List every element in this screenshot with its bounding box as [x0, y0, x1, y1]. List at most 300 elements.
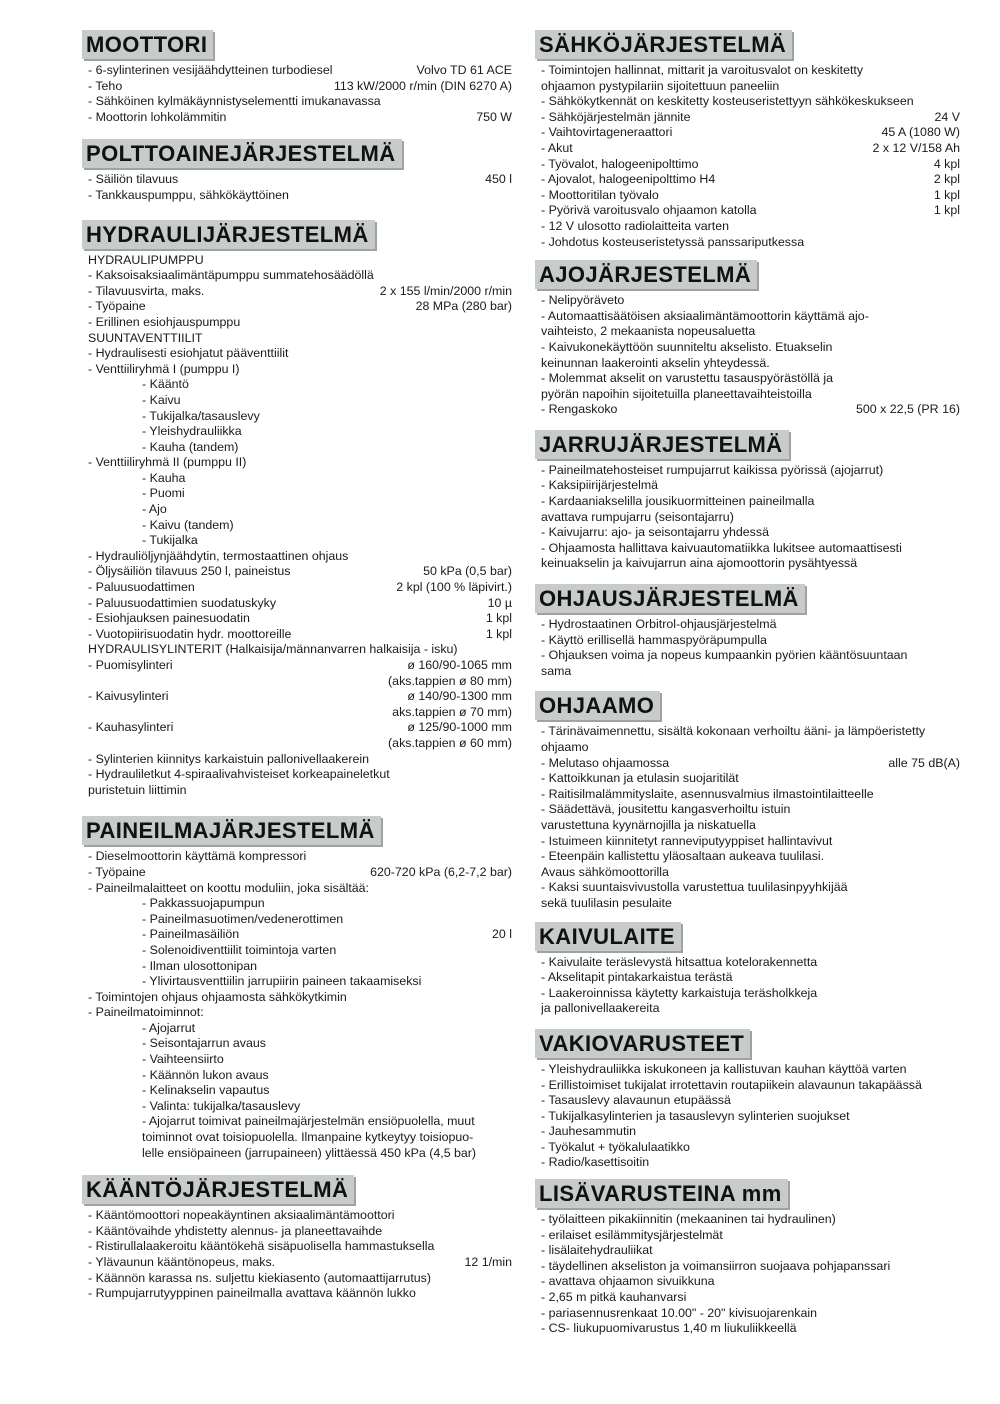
- spec-value: [954, 1212, 960, 1228]
- spec-text: - Työkalut + työkalulaatikko: [541, 1139, 690, 1154]
- section-ohjausjarjestelma: [535, 584, 960, 679]
- spec-row: [82, 393, 512, 409]
- spec-text: - Automaattisäätöisen aksiaalimäntämoottorin käyttämä ajo-: [541, 308, 869, 323]
- spec-text: varustettuna kyynärnojilla ja niskatuella: [541, 817, 756, 832]
- spec-text: puristetuin liittimin: [88, 782, 187, 797]
- spec-row: [535, 203, 960, 219]
- spec-text: - CS- liukupuomivarustus 1,40 m liukuliikkeellä: [541, 1321, 797, 1336]
- spec-value: [506, 549, 512, 565]
- spec-row: [82, 1146, 512, 1162]
- spec-list: [535, 955, 960, 1017]
- spec-value: [954, 1228, 960, 1244]
- spec-row: [535, 371, 960, 387]
- spec-value: [954, 740, 960, 756]
- section-title: KÄÄNTÖJÄRJESTELMÄ: [82, 1175, 354, 1204]
- spec-value: [506, 1021, 512, 1037]
- spec-row: [82, 881, 512, 897]
- spec-row: [535, 1259, 960, 1275]
- spec-row: [82, 518, 512, 534]
- spec-text: - Paineilmasuotimen/vedenerottimen: [142, 911, 344, 926]
- spec-text: - Toimintojen hallinnat, mittarit ja varoitusvalot on keskitetty: [541, 63, 864, 77]
- spec-row: [82, 331, 512, 347]
- spec-value: [954, 818, 960, 834]
- spec-text: - erilaiset esilämmitysjärjestelmät: [541, 1227, 723, 1242]
- spec-value: [506, 881, 512, 897]
- spec-text: - Valinta: tukijalka/tasauslevy: [142, 1098, 301, 1113]
- spec-value: [506, 752, 512, 768]
- spec-text: - Rumpujarrutyyppinen paineilmalla avattava käännön lukko: [88, 1286, 416, 1301]
- spec-value: [954, 633, 960, 649]
- spec-value: [506, 486, 512, 502]
- spec-text: avattava rumpujarru (seisontajarru): [541, 509, 734, 524]
- section-title: VAKIOVARUSTEET: [535, 1029, 750, 1058]
- spec-row: [82, 705, 512, 721]
- spec-value: [506, 424, 512, 440]
- spec-text: - Ylävaunun kääntönopeus, maks.: [88, 1255, 276, 1269]
- spec-row: [82, 783, 512, 799]
- spec-text: - Nelipyöräveto: [541, 293, 625, 308]
- spec-text: - Työpaine: [88, 299, 146, 314]
- spec-row: [82, 110, 512, 126]
- spec-text: - Kardaaniakselilla jousikuormitteinen paineilmalla: [541, 494, 815, 509]
- spec-text: - pariasennusrenkaat 10.00" - 20" kivisuojarenkain: [541, 1305, 818, 1320]
- spec-text: - Kaivu: [142, 392, 181, 407]
- spec-row: [82, 564, 512, 580]
- spec-text: - Öljysäiliön tilavuus 250 l, paineistus: [88, 564, 291, 579]
- spec-row: [535, 955, 960, 971]
- spec-value: 113 kW/2000 r/min (DIN 6270 A): [333, 78, 512, 93]
- spec-value: 20 l: [492, 927, 512, 942]
- spec-row: [82, 299, 512, 315]
- spec-row: [82, 1114, 512, 1130]
- spec-value: [954, 1155, 960, 1171]
- spec-text: - 2,65 m pitkä kauhanvarsi: [541, 1290, 687, 1305]
- spec-text: - Sylinterien kiinnitys karkaistuin pallonivellaakerein: [88, 751, 369, 766]
- spec-text: toiminnot ovat toisiopuolella. Ilmanpaine kytkeytyy toisiopuo-: [142, 1130, 474, 1145]
- spec-row: [535, 387, 960, 403]
- spec-row: [535, 494, 960, 510]
- spec-text: - Säiliön tilavuus: [88, 172, 179, 187]
- spec-value: [954, 293, 960, 309]
- spec-row: [535, 219, 960, 235]
- section-ajojarjestelma: [535, 260, 960, 418]
- spec-value: [954, 896, 960, 912]
- spec-text: - Kääntömoottori nopeakäyntinen aksiaalimäntämoottori: [88, 1208, 395, 1223]
- spec-row: [82, 752, 512, 768]
- spec-value: ø 125/90-1000 mm: [407, 720, 512, 735]
- spec-value: [506, 1239, 512, 1255]
- spec-value: [506, 518, 512, 534]
- spec-value: [506, 1114, 512, 1130]
- spec-row: [82, 736, 512, 752]
- spec-text: - Tukijalkasylinterien ja tasauslevyn sylinterien suojukset: [541, 1108, 850, 1123]
- spec-row: [82, 611, 512, 627]
- section-title: HYDRAULIJÄRJESTELMÄ: [82, 220, 375, 249]
- section-title: KAIVULAITE: [535, 922, 681, 951]
- spec-value: [954, 880, 960, 896]
- spec-row: [535, 1155, 960, 1171]
- spec-text: - Paineilmasäiliön: [142, 927, 240, 942]
- spec-text: - Istuimeen kiinnitetyt ranneviputyyppiset hallintavivut: [541, 833, 833, 848]
- spec-text: - Melutaso ohjaamossa: [541, 755, 670, 770]
- spec-text: - Käännön karassa ns. suljettu kiekiasento (automaattijarrutus): [88, 1270, 431, 1285]
- spec-value: 620-720 kPa (6,2-7,2 bar): [370, 864, 512, 879]
- spec-value: [954, 556, 960, 572]
- spec-text: - Yleishydrauliikka: [142, 424, 242, 439]
- spec-row: [82, 1005, 512, 1021]
- section-moottori: [82, 30, 512, 125]
- section-kaivulaite: [535, 922, 960, 1017]
- spec-text: - Kaivulaite teräslevystä hitsattua kotelorakennetta: [541, 954, 818, 969]
- spec-text: - Kaivujarru: ajo- ja seisontajarru yhdessä: [541, 525, 769, 540]
- spec-row: [535, 110, 960, 126]
- spec-row: [82, 927, 512, 943]
- spec-text: - Tankkauspumppu, sähkökäyttöinen: [88, 187, 289, 202]
- spec-row: [82, 642, 512, 658]
- spec-value: [954, 1062, 960, 1078]
- spec-value: [506, 253, 512, 269]
- spec-value: [954, 1109, 960, 1125]
- spec-value: [506, 990, 512, 1006]
- spec-text: - Hydrostaatinen Orbitrol-ohjausjärjestelmä: [541, 617, 777, 632]
- spec-text: - Moottoritilan työvalo: [541, 187, 659, 202]
- spec-text: - Ajojarrut toimivat paineilmajärjestelmän ensiöpuolella, muut: [142, 1114, 475, 1129]
- spec-value: [954, 986, 960, 1002]
- spec-row: [535, 724, 960, 740]
- spec-value: [506, 849, 512, 865]
- spec-list: [535, 293, 960, 418]
- spec-row: [535, 324, 960, 340]
- spec-text: - Sähköjärjestelmän jännite: [541, 109, 691, 124]
- section-title: SÄHKÖJÄRJESTELMÄ: [535, 30, 792, 59]
- spec-value: [954, 494, 960, 510]
- spec-text: - Kaivukonekäyttöön suunniteltu akselisto. Etuakselin: [541, 339, 833, 354]
- spec-value: [506, 471, 512, 487]
- spec-row: [535, 510, 960, 526]
- spec-text: - Molemmat akselit on varustettu tasauspyörästöllä ja: [541, 371, 833, 386]
- spec-row: [535, 756, 960, 772]
- spec-row: [82, 689, 512, 705]
- spec-row: [535, 1290, 960, 1306]
- spec-value: [506, 642, 512, 658]
- spec-value: [954, 340, 960, 356]
- spec-row: [82, 674, 512, 690]
- spec-row: [82, 580, 512, 596]
- spec-value: [954, 771, 960, 787]
- spec-value: [506, 1208, 512, 1224]
- spec-list: [82, 63, 512, 125]
- spec-row: [82, 502, 512, 518]
- spec-value: [954, 1290, 960, 1306]
- spec-text: ja pallonivellaakereita: [541, 1001, 660, 1016]
- spec-row: [82, 63, 512, 79]
- spec-value: [506, 1052, 512, 1068]
- spec-row: [535, 1306, 960, 1322]
- spec-row: [82, 94, 512, 110]
- spec-value: 45 A (1080 W): [881, 125, 960, 140]
- spec-text: - Vaihteensiirto: [142, 1052, 224, 1067]
- section-title: OHJAAMO: [535, 691, 660, 720]
- spec-text: - Kaksoisaksiaalimäntäpumppu summatehosäädöllä: [88, 268, 374, 283]
- spec-text: [88, 674, 382, 690]
- spec-row: [535, 463, 960, 479]
- spec-row: [535, 648, 960, 664]
- spec-value: Volvo TD 61 ACE: [416, 63, 512, 77]
- spec-row: [82, 549, 512, 565]
- spec-text: ohjaamo: [541, 740, 589, 754]
- spec-row: [82, 720, 512, 736]
- spec-row: [535, 235, 960, 251]
- spec-value: 28 MPa (280 bar): [415, 299, 512, 314]
- spec-text: - Hydrauliletkut 4-spiraalivahvisteiset korkeapaineletkut: [88, 767, 390, 782]
- spec-list: [82, 253, 512, 799]
- spec-text: - Solenoidiventtiilit toimintoja varten: [142, 942, 337, 957]
- spec-value: ø 140/90-1300 mm: [407, 689, 512, 704]
- spec-text: [88, 705, 386, 721]
- spec-value: [954, 1321, 960, 1337]
- spec-row: [535, 94, 960, 110]
- spec-list: [82, 849, 512, 1161]
- spec-value: [506, 943, 512, 959]
- spec-text: ohjaamon pystypilariin sijoitettuun paneeliin: [541, 78, 780, 93]
- section-title: POLTTOAINEJÄRJESTELMÄ: [82, 139, 402, 168]
- spec-value: [954, 617, 960, 633]
- spec-text: - Kääntö: [142, 377, 189, 392]
- spec-text: sekä tuulilasin pesulaite: [541, 895, 672, 910]
- spec-row: [82, 440, 512, 456]
- spec-value: [506, 393, 512, 409]
- spec-text: - Ajovalot, halogeenipolttimo H4: [541, 172, 716, 187]
- spec-text: - Kauha: [142, 470, 186, 485]
- spec-value: [506, 346, 512, 362]
- spec-text: - Ajo: [142, 502, 167, 517]
- spec-list: [535, 463, 960, 572]
- section-title: PAINEILMAJÄRJESTELMÄ: [82, 816, 381, 845]
- spec-value: aks.tappien ø 70 mm): [392, 704, 512, 719]
- spec-value: 750 W: [476, 109, 512, 124]
- spec-value: [954, 802, 960, 818]
- spec-text: - 12 V ulosotto radiolaitteita varten: [541, 218, 730, 233]
- spec-value: [506, 502, 512, 518]
- spec-value: [954, 235, 960, 251]
- spec-text: - Hydrauliöljynjäähdytin, termostaattinen ohjaus: [88, 548, 349, 563]
- section-sahkojarjestelma: [535, 30, 960, 250]
- spec-row: [82, 346, 512, 362]
- spec-text: - avattava ohjaamon sivuikkuna: [541, 1274, 715, 1289]
- spec-row: [535, 1243, 960, 1259]
- spec-value: [954, 309, 960, 325]
- spec-value: [954, 865, 960, 881]
- spec-value: [954, 371, 960, 387]
- spec-value: [954, 1259, 960, 1275]
- spec-row: [535, 896, 960, 912]
- spec-row: [82, 1099, 512, 1115]
- section-title: LISÄVARUSTEINA mm: [535, 1179, 788, 1208]
- spec-list: [535, 1062, 960, 1171]
- section-polttoainejarjestelma: [82, 139, 512, 203]
- spec-row: [535, 79, 960, 95]
- spec-row: [535, 1109, 960, 1125]
- spec-text: - Ylivirtausventtiilin jarrupiirin paineen takaamiseksi: [142, 974, 422, 989]
- spec-value: [954, 834, 960, 850]
- spec-list: [82, 172, 512, 203]
- spec-value: [954, 648, 960, 664]
- spec-row: [535, 478, 960, 494]
- spec-row: [535, 309, 960, 325]
- spec-text: - Kääntövaihde yhdistetty alennus- ja planeettavaihde: [88, 1223, 383, 1238]
- spec-value: [506, 377, 512, 393]
- spec-text: - Kauhasylinteri: [88, 720, 174, 735]
- spec-value: 10 µ: [487, 595, 512, 610]
- spec-text: - Puomisylinteri: [88, 658, 173, 672]
- spec-row: [82, 315, 512, 331]
- spec-value: [506, 315, 512, 331]
- spec-value: [506, 331, 512, 347]
- spec-text: - Dieselmoottorin käyttämä kompressori: [88, 849, 307, 864]
- spec-value: [954, 463, 960, 479]
- spec-row: [535, 556, 960, 572]
- spec-text: - Rengaskoko: [541, 402, 618, 417]
- spec-value: 2 x 155 l/min/2000 r/min: [379, 283, 512, 298]
- spec-row: [82, 865, 512, 881]
- section-title: AJOJÄRJESTELMÄ: [535, 260, 757, 289]
- spec-text: - Vaihtovirtageneraattori: [541, 125, 673, 140]
- spec-value: 500 x 22,5 (PR 16): [855, 402, 960, 417]
- spec-value: [954, 970, 960, 986]
- spec-value: [954, 1001, 960, 1017]
- spec-list: [535, 63, 960, 250]
- spec-row: [535, 172, 960, 188]
- spec-text: SUUNTAVENTTIILIT: [88, 330, 203, 345]
- spec-list: [535, 724, 960, 911]
- spec-value: [506, 1224, 512, 1240]
- spec-text: - Sähköinen kylmäkäynnistyselementti imukanavassa: [88, 94, 381, 109]
- spec-text: [88, 736, 382, 752]
- spec-text: - Pyörivä varoitusvalo ohjaamon katolla: [541, 203, 757, 218]
- spec-value: 12 1/min: [464, 1255, 512, 1269]
- spec-text: lelle ensiöpaineen (jarrupaineen) ylittäessä 450 kPa (4,5 bar): [142, 1145, 477, 1160]
- spec-row: [82, 284, 512, 300]
- spec-value: [506, 94, 512, 110]
- spec-text: - Ristirullalaakeroitu kääntökehä sisäpuolisella hammastuksella: [88, 1239, 435, 1254]
- spec-value: 1 kpl: [933, 203, 960, 218]
- spec-value: [954, 510, 960, 526]
- spec-value: [506, 533, 512, 549]
- spec-text: - Kelinakselin vapautus: [142, 1083, 270, 1098]
- spec-text: - Tasauslevy alavaunun etupäässä: [541, 1093, 731, 1108]
- spec-value: 1 kpl: [485, 611, 512, 626]
- spec-text: - Säädettävä, jousitettu kangasverhoiltu istuin: [541, 802, 791, 817]
- spec-value: [954, 63, 960, 79]
- spec-row: [82, 253, 512, 269]
- spec-row: [82, 471, 512, 487]
- spec-text: - Laakeroinnissa käytetty karkaistuja teräsholkkeja: [541, 985, 818, 1000]
- spec-value: [954, 387, 960, 403]
- spec-row: [535, 617, 960, 633]
- spec-value: [506, 1036, 512, 1052]
- spec-row: [82, 1021, 512, 1037]
- spec-row: [535, 1124, 960, 1140]
- spec-value: [954, 1140, 960, 1156]
- spec-text: - Paineilmatoiminnot:: [88, 1005, 204, 1020]
- spec-text: - Erillistoimiset tukijalat irrotettavin routapiikein alavaunun takapäässä: [541, 1077, 922, 1092]
- spec-text: keinunnan laakerointi akselin yhteydessä.: [541, 355, 770, 370]
- spec-text: - Tukijalka/tasauslevy: [142, 408, 260, 423]
- spec-value: ø 160/90-1065 mm: [407, 658, 512, 672]
- right-column: [535, 30, 960, 1337]
- spec-value: [954, 849, 960, 865]
- spec-text: - Hydraulisesti esiohjatut pääventtiilit: [88, 346, 289, 361]
- spec-text: - Ilman ulosottonipan: [142, 958, 258, 973]
- spec-value: (aks.tappien ø 60 mm): [388, 735, 512, 750]
- spec-text: - Radio/kasettisoitin: [541, 1155, 650, 1170]
- spec-row: [82, 658, 512, 674]
- spec-text: - Eteenpäin kallistettu yläosaltaan aukeava tuulilasi.: [541, 849, 825, 864]
- section-ohjaamo: [535, 691, 960, 911]
- spec-text: - Vuotopiirisuodatin hydr. moottoreille: [88, 626, 292, 641]
- spec-text: - Kauha (tandem): [142, 439, 239, 454]
- spec-row: [82, 974, 512, 990]
- spec-row: [535, 880, 960, 896]
- spec-row: [82, 596, 512, 612]
- spec-row: [82, 627, 512, 643]
- spec-row: [82, 377, 512, 393]
- spec-text: - Sähkökytkennät on keskitetty kosteuseristettyyn sähkökeskukseen: [541, 94, 914, 109]
- spec-value: [954, 787, 960, 803]
- spec-row: [535, 970, 960, 986]
- spec-value: [954, 724, 960, 740]
- spec-list: [535, 1212, 960, 1337]
- spec-row: [535, 356, 960, 372]
- spec-text: sama: [541, 663, 572, 678]
- spec-row: [82, 1052, 512, 1068]
- spec-row: [82, 79, 512, 95]
- spec-value: [506, 1146, 512, 1162]
- spec-text: - Johdotus kosteuseristetyssä panssariputkessa: [541, 234, 805, 249]
- spec-value: [506, 440, 512, 456]
- spec-row: [82, 1271, 512, 1287]
- spec-text: - Pakkassuojapumpun: [142, 896, 265, 911]
- spec-row: [535, 1140, 960, 1156]
- spec-row: [82, 268, 512, 284]
- spec-text: vaihteisto, 2 mekaanista nopeusaluetta: [541, 324, 756, 339]
- section-jarrujarjestelma: [535, 430, 960, 572]
- spec-row: [535, 293, 960, 309]
- spec-value: 2 kpl (100 % läpivirt.): [396, 580, 512, 595]
- section-lisavarusteina-mm: [535, 1179, 960, 1337]
- spec-value: [506, 1068, 512, 1084]
- spec-text: - Venttiiliryhmä I (pumppu I): [88, 361, 240, 376]
- spec-row: [535, 865, 960, 881]
- spec-text: - Työvalot, halogeenipolttimo: [541, 156, 699, 171]
- spec-value: 1 kpl: [933, 187, 960, 202]
- spec-row: [82, 424, 512, 440]
- spec-text: - Esiohjauksen painesuodatin: [88, 611, 250, 626]
- spec-text: - Tukijalka: [142, 533, 198, 548]
- spec-value: [506, 912, 512, 928]
- spec-row: [82, 409, 512, 425]
- spec-value: [506, 959, 512, 975]
- spec-text: - Työpaine: [88, 864, 146, 879]
- spec-text: pyörän napoihin sijoitetuilla planeettavaihteistoilla: [541, 386, 812, 401]
- spec-row: [82, 1036, 512, 1052]
- spec-text: - Kaksi suuntaisvivustolla varustettua tuulilasinpyyhkijää: [541, 880, 848, 895]
- left-column: [82, 30, 512, 1302]
- spec-row: [82, 188, 512, 204]
- spec-value: [954, 356, 960, 372]
- spec-row: [535, 986, 960, 1002]
- spec-row: [535, 63, 960, 79]
